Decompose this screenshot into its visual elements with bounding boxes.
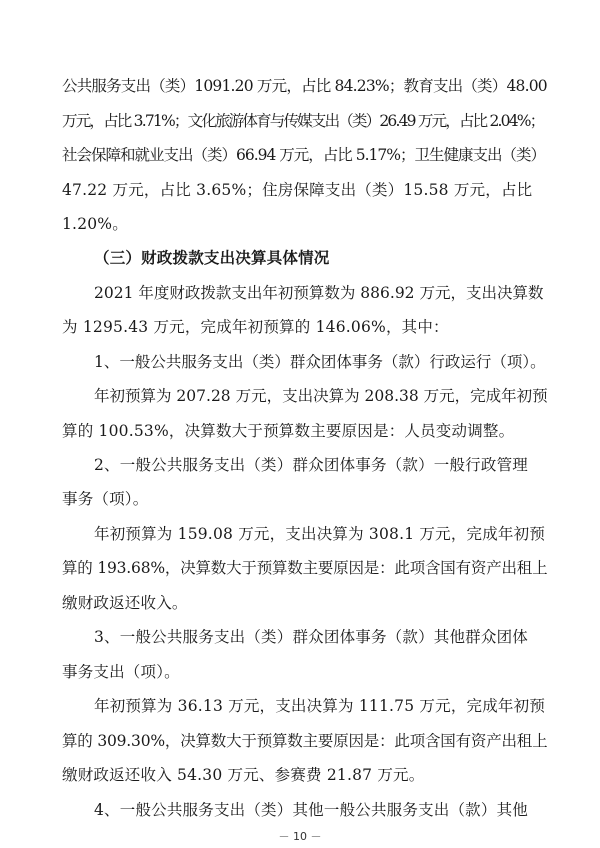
paragraph-line: 47.22 万元，占比 3.65%；住房保障支出（类）15.58 万元，占比 bbox=[62, 181, 533, 199]
paragraph-line: 年初预算为 36.13 万元，支出决算为 111.75 万元，完成年初预 bbox=[94, 697, 546, 715]
paragraph-line: 万元，占比 3.71%；文化旅游体育与传媒支出（类）26.49 万元，占比 2.04%； bbox=[62, 112, 544, 130]
paragraph-line: 为 1295.43 万元，完成年初预算的 146.06%，其中： bbox=[62, 318, 449, 336]
paragraph-line: 年初预算为 207.28 万元，支出决算为 208.38 万元，完成年初预 bbox=[94, 387, 548, 405]
paragraph-line: 公共服务支出（类）1091.20 万元，占比 84.23%；教育支出（类）48.00 bbox=[62, 77, 547, 95]
paragraph-line: 缴财政返还收入 54.30 万元、参赛费 21.87 万元。 bbox=[62, 766, 425, 784]
item-heading: 3、一般公共服务支出（类）群众团体事务（款）其他群众团体 bbox=[94, 628, 528, 646]
paragraph-line: 年初预算为 159.08 万元，支出决算为 308.1 万元，完成年初预 bbox=[94, 525, 546, 543]
item-heading: 2、一般公共服务支出（类）群众团体事务（款）一般行政管理 bbox=[94, 456, 528, 474]
item-heading-continued: 事务支出（项）。 bbox=[62, 663, 180, 681]
paragraph-line: 算的 100.53%，决算数大于预算数主要原因是：人员变动调整。 bbox=[62, 422, 515, 440]
paragraph-line: 算的 309.30%，决算数大于预算数主要原因是：此项含国有资产出租上 bbox=[62, 732, 548, 750]
paragraph-line: 社会保障和就业支出（类）66.94 万元，占比 5.17%；卫生健康支出（类） bbox=[62, 146, 545, 164]
section-heading: （三）财政拨款支出决算具体情况 bbox=[94, 248, 330, 267]
page-number: － 10 － bbox=[278, 830, 322, 843]
paragraph-line: 1.20%。 bbox=[62, 215, 128, 233]
paragraph-line: 缴财政返还收入。 bbox=[62, 594, 188, 612]
item-heading-continued: 事务（项）。 bbox=[62, 490, 149, 508]
item-heading: 4、一般公共服务支出（类）其他一般公共服务支出（款）其他 bbox=[94, 801, 528, 819]
paragraph-line: 2021 年度财政拨款支出年初预算数为 886.92 万元，支出决算数 bbox=[94, 284, 544, 302]
item-heading: 1、一般公共服务支出（类）群众团体事务（款）行政运行（项）。 bbox=[94, 353, 546, 371]
paragraph-line: 算的 193.68%，决算数大于预算数主要原因是：此项含国有资产出租上 bbox=[62, 559, 548, 577]
